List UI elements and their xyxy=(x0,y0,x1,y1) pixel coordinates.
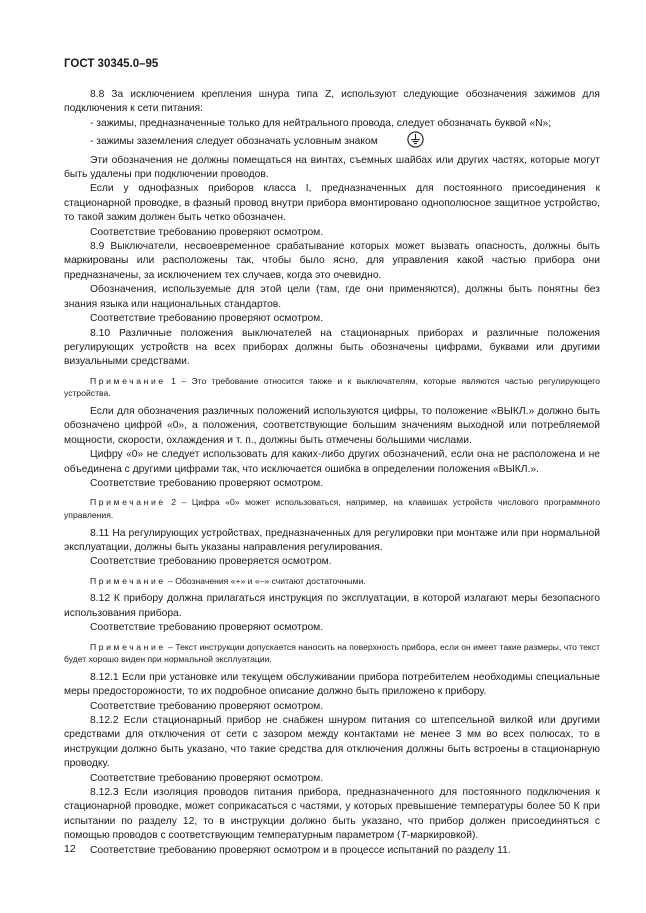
paragraph: Обозначения, используемые для этой цели (там, где они применяются), должны быть понятны без знания языка или национальных стандартов. xyxy=(64,284,600,310)
note-label: Примечание xyxy=(90,375,166,386)
t-marking: T xyxy=(400,830,407,842)
compliance-line: Соответствие требованию проверяют осмотром. xyxy=(90,700,324,712)
paragraph: 8.10 Различные положения выключателей на стационарных приборах и различные положения регулирующих устройств на всех приборах должны быть обозначены цифрами, буквами или другими визуальными средствами. xyxy=(64,327,600,368)
note xyxy=(64,496,600,521)
standard-header: ГОСТ 30345.0–95 xyxy=(64,58,159,70)
compliance-line: Соответствие требованию проверяют осмотром. xyxy=(90,622,324,634)
paragraph: Цифру «0» не следует использовать для каких-либо других обозначений, если она не расположена и не объединена с другими цифрами так, что исключается ошибка в определении положения «ВЫКЛ.». xyxy=(64,449,600,475)
paragraph xyxy=(64,131,600,153)
paragraph: Эти обозначения не должны помещаться на винтах, съемных шайбах или других частях, которые могут быть удалены при подключении проводов. xyxy=(64,154,600,181)
note-label: Примечание xyxy=(90,575,166,586)
paragraph: 8.9 Выключатели, несвоевременное срабатывание которых может вызвать опасность, должны быть маркированы или расположены так, чтобы было ясно, для управления какой частью прибора они предназначены, за исключением тех случаев, когда это очевидно. xyxy=(64,241,600,281)
note-text: – Обозначения «+» и «–» считают достаточными. xyxy=(165,575,366,586)
paragraph-text: 8.12.3 Если изоляция проводов питания прибора, предназначенного для постоянного подключения к стационарной проводке, может соприкасаться с частями, у которых превышение температуры более 50 К при испытании по разделу 12, то в инструкции должно быть указано, что прибор должен присоединяться с помощью проводов с соответствующим температурным параметром ( xyxy=(64,787,600,842)
note-label: Примечание xyxy=(90,641,166,652)
paragraph: 8.12 К прибору должна прилагаться инструкция по эксплуатации, в которой излагают меры безопасного использования прибора. xyxy=(64,593,600,619)
note-text: – Текст инструкции допускается наносить на поверхность прибора, если он имеет такие размеры, что текст будет хорошо виден при нормальной эксплуатации. xyxy=(64,641,600,665)
note xyxy=(64,375,600,400)
paragraph: 8.8 За исключением крепления шнура типа Z, используют следующие обозначения зажимов для подключения к сети питания: xyxy=(64,89,600,115)
paragraph xyxy=(64,786,600,844)
compliance-line: Соответствие требованию проверяют осмотром. xyxy=(90,226,324,238)
paragraph: - зажимы, предназначенные только для нейтрального провода, следует обозначать буквой «N»; xyxy=(90,117,552,129)
paragraph-text: - зажимы заземления следует обозначать условным знаком xyxy=(90,136,378,148)
note xyxy=(64,641,600,666)
note-text: 1 – Это требование относится также и к выключателям, которые являются частью регулирующего устройства. xyxy=(64,375,600,399)
document-body xyxy=(64,88,600,858)
compliance-line: Соответствие требованию проверяют осмотром и в процессе испытаний по разделу 11. xyxy=(90,844,511,856)
paragraph: 8.11 На регулирующих устройствах, предназначенных для регулировки при монтаже или при нормальной эксплуатации, должны быть указаны направления регулирования. xyxy=(64,527,600,553)
compliance-line: Соответствие требованию проверяют осмотром. xyxy=(90,772,324,784)
page-number: 12 xyxy=(64,843,76,855)
paragraph-text: -маркировкой). xyxy=(406,830,479,842)
earth-ground-icon xyxy=(381,131,424,153)
note xyxy=(64,575,600,588)
paragraph: 8.12.1 Если при установке или текущем обслуживании прибора потребителем необходимы специальные меры предосторожности, то их подробное описание должно быть приложено к прибору. xyxy=(64,671,600,698)
paragraph: Если у однофазных приборов класса I, предназначенных для постоянного присоединения к стационарной проводке, в фазный провод внутри прибора вмонтировано однополюсное защитное устройство, то такой зажим должен быть четко обозначен. xyxy=(64,183,600,224)
compliance-line: Соответствие требованию проверяют осмотром. xyxy=(90,313,324,325)
compliance-line: Соответствие требованию проверяется осмотром. xyxy=(90,556,332,568)
compliance-line: Соответствие требованию проверяют осмотром. xyxy=(90,477,324,489)
note-label: Примечание xyxy=(90,497,166,508)
paragraph: Если для обозначения различных положений используются цифры, то положение «ВЫКЛ.» должно быть обозначено цифрой «0», а положения, соответствующие большим значениям выходной или потребляемой мощности, скорости, охлаждения и т. п., должны быть отмечены большими числами. xyxy=(64,405,600,446)
paragraph: 8.12.2 Если стационарный прибор не снабжен шнуром питания со штепсельной вилкой или другими средствами для отключения от сети с зазором между контактами не менее 3 мм во всех полюсах, то в инструкции должно быть указано, что такие средства для отключения должны быть встроены в стационарную проводку. xyxy=(64,714,600,770)
note-text: 2 – Цифра «0» может использоваться, например, на клавишах устройств числового программного управления. xyxy=(64,497,600,520)
